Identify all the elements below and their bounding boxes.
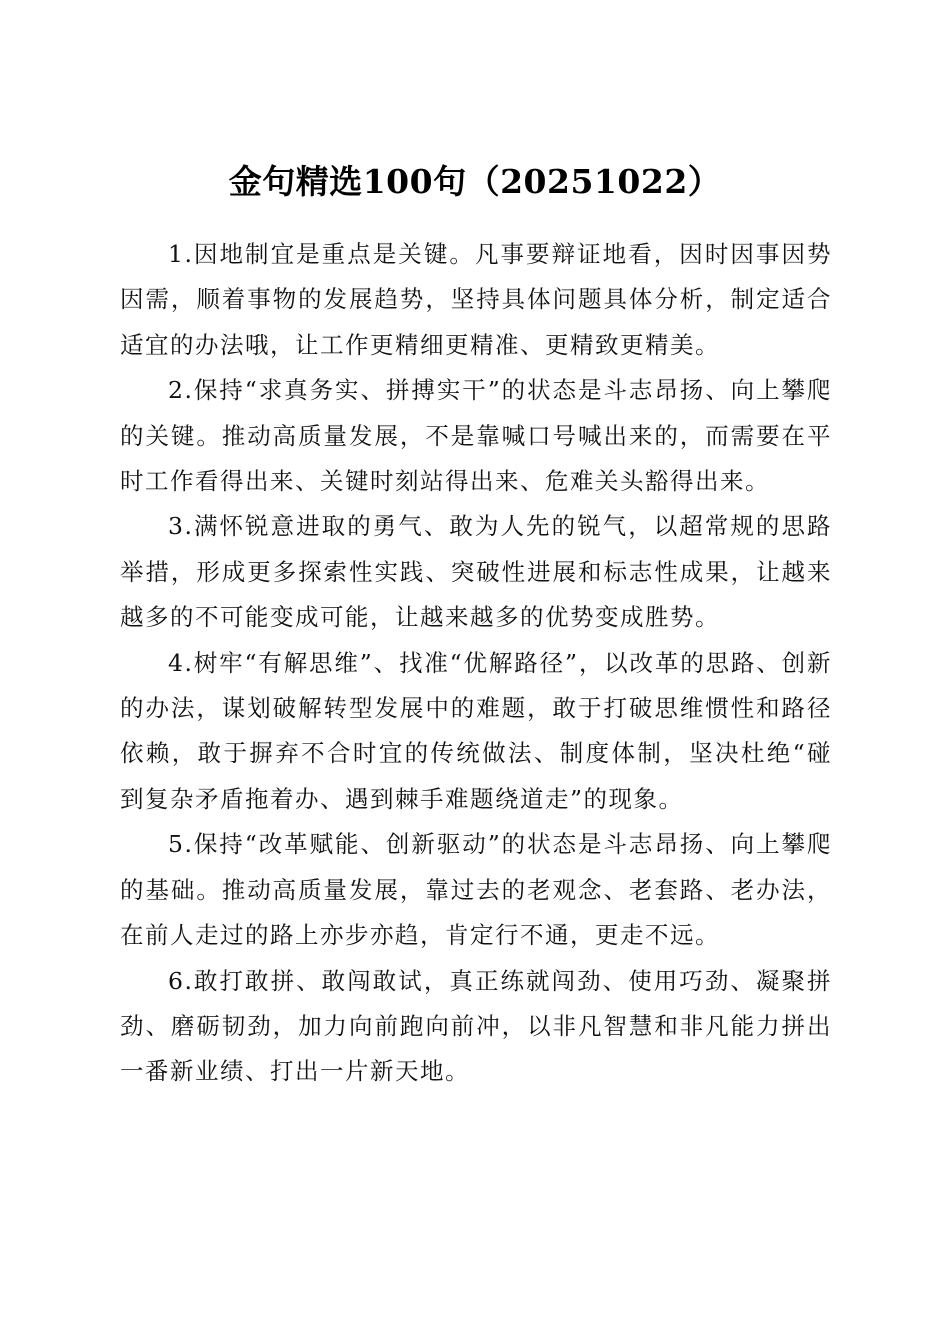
paragraph-5: 5.保持“改革赋能、创新驱动”的状态是斗志昂扬、向上攀爬的基础。推动高质量发展，靠过去的老观念、老套路、老办法，在前人走过的路上亦步亦趋，肯定行不通，更走不远。	[120, 830, 832, 950]
paragraph-3: 3.满怀锐意进取的勇气、敢为人先的锐气，以超常规的思路举措，形成更多探索性实践、突破性进展和标志性成果，让越来越多的不可能变成可能，让越来越多的优势变成胜势。	[120, 512, 832, 632]
paragraph-2: 2.保持“求真务实、拼搏实干”的状态是斗志昂扬、向上攀爬的关键。推动高质量发展，不是靠喊口号喊出来的，而需要在平时工作看得出来、关键时刻站得出来、危难关头豁得出来。	[120, 376, 832, 496]
paragraph-6: 6.敢打敢拼、敢闯敢试，真正练就闯劲、使用巧劲、凝聚拼劲、磨砺韧劲，加力向前跑向前冲，以非凡智慧和非凡能力拼出一番新业绩、打出一片新天地。	[120, 966, 832, 1086]
paragraph-4: 4.树牢“有解思维”、找准“优解路径”，以改革的思路、创新的办法，谋划破解转型发展中的难题，敢于打破思维惯性和路径依赖，敢于摒弃不合时宜的传统做法、制度体制，坚决杜绝“碰到复杂矛盾拖着办、遇到棘手难题绕道走”的现象。	[120, 648, 832, 813]
document-body	[120, 232, 832, 1095]
paragraph-1: 1.因地制宜是重点是关键。凡事要辩证地看，因时因事因势因需，顺着事物的发展趋势，坚持具体问题具体分析，制定适合适宜的办法哦，让工作更精细更精准、更精致更精美。	[120, 240, 832, 359]
document-title: 金句精选100句（20251022）	[228, 162, 722, 202]
